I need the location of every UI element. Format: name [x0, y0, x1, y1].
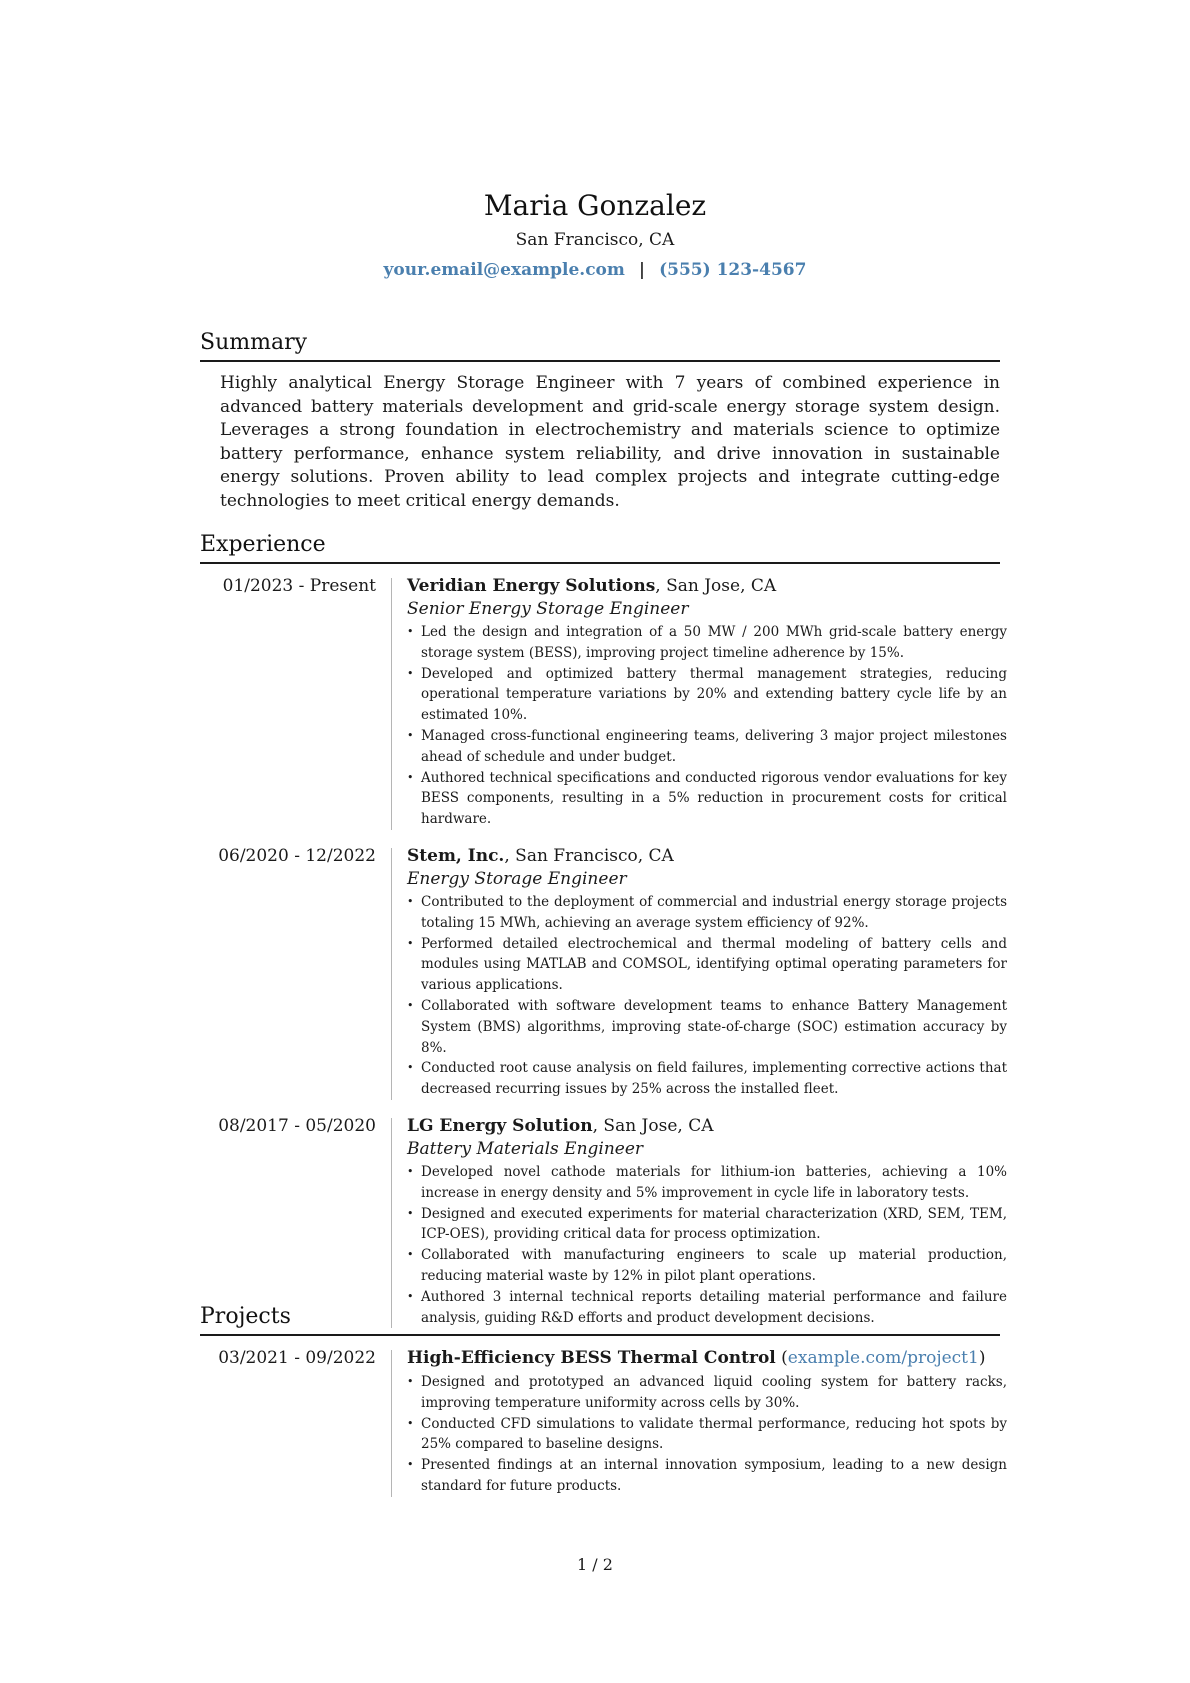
entry-divider	[391, 578, 392, 830]
bullet-item: • Contributed to the deployment of commercial and industrial energy storage projects totaling 15 MWh, achieving an average system efficiency of 92%.	[407, 892, 1007, 934]
experience-entry	[200, 574, 1007, 830]
entry-date: 06/2020 - 12/2022	[218, 845, 376, 866]
job-title: Senior Energy Storage Engineer	[407, 599, 689, 619]
company-name: Veridian Energy Solutions	[407, 576, 656, 596]
bullet-item: • Conducted CFD simulations to validate thermal performance, reducing hot spots by 25% compared to baseline designs.	[407, 1414, 1007, 1456]
phone-link[interactable]: (555) 123-4567	[659, 260, 807, 280]
company-name: LG Energy Solution	[407, 1115, 593, 1136]
project-name: High-Efficiency BESS Thermal Control	[407, 1348, 776, 1368]
project-link[interactable]: example.com/project1	[787, 1348, 979, 1368]
entry-date: 08/2017 - 05/2020	[218, 1115, 376, 1136]
bullet-item: • Developed and optimized battery thermal management strategies, reducing operational temperature variations by 20% and extending battery cycle life by an estimated 10%.	[407, 664, 1007, 726]
entry-date: 01/2023 - Present	[222, 576, 376, 596]
paren-close: )	[978, 1348, 986, 1368]
resume-header	[0, 188, 1190, 282]
bullet-item: • Presented findings at an internal innovation symposium, leading to a new design standard for future products.	[407, 1455, 1007, 1497]
company-location: , San Jose, CA	[655, 576, 777, 596]
company-location: , San Francisco, CA	[504, 845, 674, 866]
page-number: 1 / 2	[577, 1555, 613, 1574]
entry-date: 03/2021 - 09/2022	[218, 1348, 376, 1368]
section-title-projects: Projects	[200, 1302, 1000, 1336]
job-title: Energy Storage Engineer	[407, 868, 627, 889]
project-entry	[200, 1346, 1007, 1497]
summary-text: Highly analytical Energy Storage Engineer with 7 years of combined experience in advanced battery materials development and grid-scale energy storage system design. Leverages a strong foundation in electrochemistry and materials science to optimize battery performance, enhance system reliability, and drive innovation in sustainable energy solutions. Proven ability to lead complex projects and integrate cutting-edge technologies to meet critical energy demands.	[220, 373, 1000, 511]
entry-heading	[407, 574, 1007, 598]
bullet-item: • Collaborated with software development teams to enhance Battery Management System (BMS) algorithms, improving state-of-charge (SOC) estimation accuracy by 8%.	[407, 996, 1007, 1058]
entry-heading	[407, 1346, 1007, 1370]
entry-body	[407, 1114, 1007, 1328]
entry-body	[407, 844, 1007, 1100]
bullet-item: • Performed detailed electrochemical and thermal modeling of battery cells and modules using MATLAB and COMSOL, identifying optimal operating parameters for various applications.	[407, 934, 1007, 996]
experience-entry	[200, 844, 1007, 1100]
entry-divider	[391, 848, 392, 1100]
bullet-list	[407, 622, 1007, 830]
bullet-item: • Managed cross-functional engineering teams, delivering 3 major project milestones ahead of schedule and under budget.	[407, 726, 1007, 768]
bullet-item: • Designed and prototyped an advanced liquid cooling system for battery racks, improving temperature uniformity across cells by 30%.	[407, 1372, 1007, 1414]
candidate-location: San Francisco, CA	[515, 230, 675, 250]
bullet-item: • Conducted root cause analysis on field failures, implementing corrective actions that decreased recurring issues by 25% across the installed fleet.	[407, 1058, 1007, 1100]
bullet-item: • Collaborated with manufacturing engineers to scale up material production, reducing material waste by 12% in pilot plant operations.	[407, 1245, 1007, 1287]
bullet-item: • Led the design and integration of a 50 MW / 200 MWh grid-scale battery energy storage system (BESS), improving project timeline adherence by 15%.	[407, 622, 1007, 664]
bullet-list	[407, 892, 1007, 1100]
summary-section	[200, 328, 1190, 513]
bullet-item: • Authored technical specifications and conducted rigorous vendor evaluations for key BESS components, resulting in a 5% reduction in procurement costs for critical hardware.	[407, 768, 1007, 830]
entry-divider	[391, 1350, 392, 1497]
section-title-experience: Experience	[200, 530, 1000, 564]
projects-section	[200, 1302, 1190, 1497]
experience-entry	[200, 1114, 1007, 1328]
contact-line	[0, 258, 1190, 282]
company-location: , San Jose, CA	[592, 1115, 714, 1136]
section-title-summary: Summary	[200, 328, 1000, 362]
experience-section	[200, 530, 1190, 1328]
bullet-item: • Developed novel cathode materials for lithium-ion batteries, achieving a 10% increase in energy density and 5% improvement in cycle life in laboratory tests.	[407, 1162, 1007, 1204]
candidate-name: Maria Gonzalez	[483, 189, 707, 222]
entry-body	[407, 1346, 1007, 1497]
bullet-item: • Designed and executed experiments for material characterization (XRD, SEM, TEM, ICP-OES), providing critical data for process optimization.	[407, 1204, 1007, 1246]
entry-heading	[407, 844, 1007, 868]
job-title: Battery Materials Engineer	[407, 1138, 644, 1159]
email-link[interactable]: your.email@example.com	[383, 260, 625, 280]
paren-open: (	[775, 1348, 788, 1368]
bullet-item: • Authored 3 internal technical reports detailing material performance and failure analysis, guiding R&D efforts and product development decisions.	[407, 1287, 1007, 1329]
entry-divider	[391, 1118, 392, 1328]
contact-separator: |	[638, 260, 646, 280]
entry-body	[407, 574, 1007, 830]
entry-heading	[407, 1114, 1007, 1138]
company-name: Stem, Inc.	[407, 845, 505, 866]
bullet-list	[407, 1372, 1007, 1497]
